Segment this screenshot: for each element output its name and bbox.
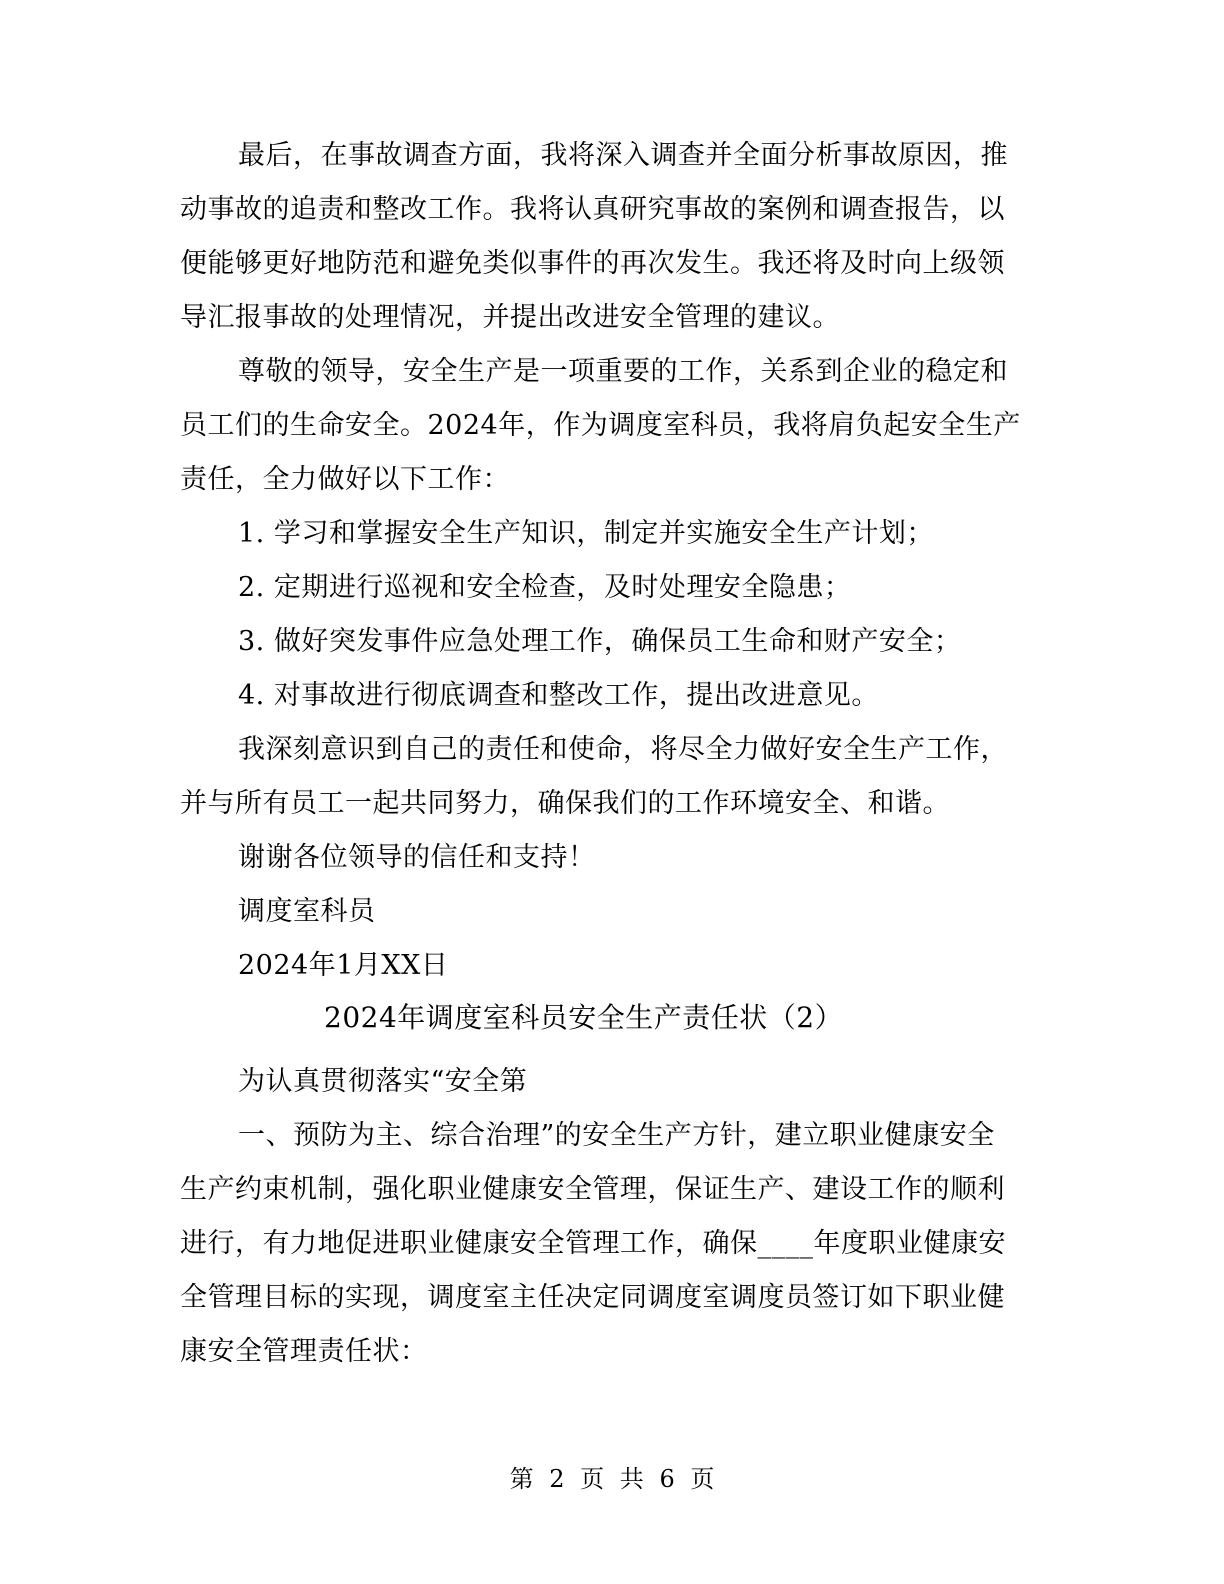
paragraph-line: 最后，在事故调查方面，我将深入调查并全面分析事故原因，推 — [238, 140, 1008, 171]
paragraph-line: 全管理目标的实现，调度室主任决定同调度室调度员签订如下职业健 — [180, 1282, 1005, 1313]
page-number: 第 2 页 共 6 页 — [509, 1465, 715, 1493]
list-item: 1. 学习和掌握安全生产知识，制定并实施安全生产计划； — [238, 518, 934, 549]
paragraph-line: 动事故的追责和整改工作。我将认真研究事故的案例和调查报告，以 — [180, 194, 1005, 225]
paragraph-line: 为认真贯彻落实“安全第 — [238, 1066, 528, 1097]
paragraph-line: 一、预防为主、综合治理”的安全生产方针，建立职业健康安全 — [238, 1120, 995, 1151]
signature: 调度室科员 — [238, 896, 376, 927]
list-item: 2. 定期进行巡视和安全检查，及时处理安全隐患； — [238, 572, 852, 603]
closing-thanks: 谢谢各位领导的信任和支持！ — [238, 842, 596, 873]
paragraph-line: 便能够更好地防范和避免类似事件的再次发生。我还将及时向上级领 — [180, 248, 1005, 279]
paragraph-line: 并与所有员工一起共同努力，确保我们的工作环境安全、和谐。 — [180, 788, 950, 819]
paragraph-line: 我深刻意识到自己的责任和使命，将尽全力做好安全生产工作， — [238, 734, 1008, 765]
list-item: 4. 对事故进行彻底调查和整改工作，提出改进意见。 — [238, 680, 879, 711]
paragraph-line: 员工们的生命安全。2024年，作为调度室科员，我将肩负起安全生产 — [180, 410, 1021, 441]
paragraph-line: 责任，全力做好以下工作： — [180, 464, 510, 495]
section-title: 2024年调度室科员安全生产责任状（2） — [324, 1001, 844, 1034]
date: 2024年1月XX日 — [238, 950, 449, 981]
paragraph-line: 进行，有力地促进职业健康安全管理工作，确保____年度职业健康安 — [180, 1228, 1006, 1259]
paragraph-line: 生产约束机制，强化职业健康安全管理，保证生产、建设工作的顺利 — [180, 1174, 1005, 1205]
paragraph-line: 康安全管理责任状： — [180, 1336, 428, 1367]
paragraph-line: 导汇报事故的处理情况，并提出改进安全管理的建议。 — [180, 302, 840, 333]
paragraph-line: 尊敬的领导，安全生产是一项重要的工作，关系到企业的稳定和 — [238, 356, 1008, 387]
list-item: 3. 做好突发事件应急处理工作，确保员工生命和财产安全； — [238, 626, 962, 657]
